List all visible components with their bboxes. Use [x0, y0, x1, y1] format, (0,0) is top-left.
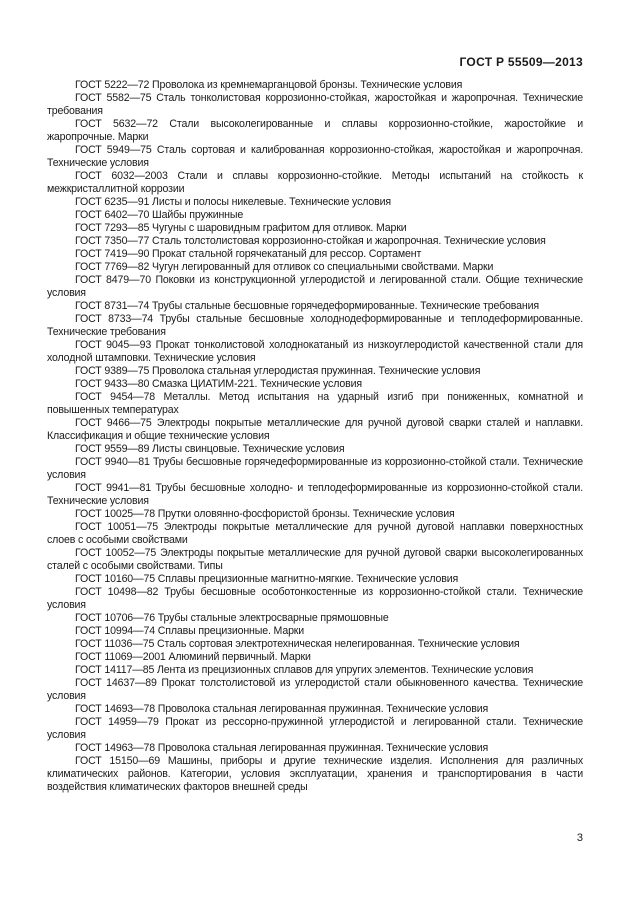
reference-entry: ГОСТ 6402—70 Шайбы пружинные	[75, 209, 244, 221]
reference-entry: ГОСТ 9389—75 Проволока стальная углеродистая пружинная. Технические условия	[75, 365, 481, 377]
reference-entry: ГОСТ 7419—90 Прокат стальной горячекатаный для рессор. Сортамент	[75, 248, 422, 260]
reference-entry: ГОСТ 10994—74 Сплавы прецизионные. Марки	[75, 625, 305, 637]
reference-entry: ГОСТ 10706—76 Трубы стальные электросварные прямошовные	[75, 612, 389, 624]
reference-entry: ГОСТ 8479—70 Поковки из конструкционной углеродистой и легированной стали. Общие технические условия	[47, 274, 583, 299]
reference-entry: ГОСТ 10051—75 Электроды покрытые металлические для ручной дуговой наплавки поверхностных слоев с особыми свойствами	[47, 521, 583, 546]
reference-entry: ГОСТ 8731—74 Трубы стальные бесшовные горячедеформированные. Технические требования	[75, 300, 539, 312]
reference-entry: ГОСТ 11036—75 Сталь сортовая электротехническая нелегированная. Технические условия	[75, 638, 520, 650]
reference-entry: ГОСТ 5949—75 Сталь сортовая и калиброванная коррозионно-стойкая, жаростойкая и жаропрочная. Технические условия	[47, 144, 583, 169]
reference-entry: ГОСТ 14959—79 Прокат из рессорно-пружинной углеродистой и легированной стали. Технические условия	[47, 716, 583, 741]
reference-entry: ГОСТ 8733—74 Трубы стальные бесшовные холоднодеформированные и теплодеформированные. Технические требования	[47, 313, 583, 338]
reference-entry: ГОСТ 9466—75 Электроды покрытые металлические для ручной дуговой сварки сталей и наплавки. Классификация и общие технические условия	[47, 417, 583, 442]
reference-entry: ГОСТ 7293—85 Чугуны с шаровидным графитом для отливок. Марки	[75, 222, 407, 234]
reference-entry: ГОСТ 9433—80 Смазка ЦИАТИМ-221. Технические условия	[75, 378, 362, 390]
reference-entry: ГОСТ 15150—69 Машины, приборы и другие технические изделия. Исполнения для различных климатических районов. Категории, условия эксплуатации, хранения и транспортирования в части воздействия климатических факторов внешней среды	[47, 755, 583, 793]
reference-entry: ГОСТ 7769—82 Чугун легированный для отливок со специальными свойствами. Марки	[75, 261, 494, 273]
reference-entry: ГОСТ 9940—81 Трубы бесшовные горячедеформированные из коррозионно-стойкой стали. Технические условия	[47, 456, 583, 481]
page-number: 3	[576, 832, 583, 844]
reference-entry: ГОСТ 5582—75 Сталь тонколистовая коррозионно-стойкая, жаростойкая и жаропрочная. Технические требования	[47, 92, 583, 117]
reference-entry: ГОСТ 10052—75 Электроды покрытые металлические для ручной дуговой сварки высоколегированных сталей с особыми свойствами. Типы	[47, 547, 583, 572]
reference-entry: ГОСТ 7350—77 Сталь толстолистовая коррозионно-стойкая и жаропрочная. Технические условия	[75, 235, 546, 247]
reference-entry: ГОСТ 5222—72 Проволока из кремнемарганцовой бронзы. Технические условия	[75, 79, 463, 91]
reference-entry: ГОСТ 11069—2001 Алюминий первичный. Марки	[75, 651, 311, 663]
reference-entry: ГОСТ 14637—89 Прокат толстолистовой из углеродистой стали обыкновенного качества. Технические условия	[47, 677, 583, 702]
reference-entry: ГОСТ 6235—91 Листы и полосы никелевые. Технические условия	[75, 196, 391, 208]
references-list	[47, 79, 583, 794]
reference-entry: ГОСТ 10160—75 Сплавы прецизионные магнитно-мягкие. Технические условия	[75, 573, 459, 585]
reference-entry: ГОСТ 14693—78 Проволока стальная легированная пружинная. Технические условия	[75, 703, 489, 715]
reference-entry: ГОСТ 10025—78 Прутки оловянно-фосфористой бронзы. Технические условия	[75, 508, 455, 520]
reference-entry: ГОСТ 14117—85 Лента из прецизионных сплавов для упругих элементов. Технические условия	[75, 664, 534, 676]
reference-entry: ГОСТ 5632—72 Стали высоколегированные и сплавы коррозионно-стойкие, жаростойкие и жаропрочные. Марки	[47, 118, 583, 143]
reference-entry: ГОСТ 10498—82 Трубы бесшовные особотонкостенные из коррозионно-стойкой стали. Технические условия	[47, 586, 583, 611]
reference-entry: ГОСТ 9045—93 Прокат тонколистовой холоднокатаный из низкоуглеродистой качественной стали для холодной штамповки. Технические условия	[47, 339, 583, 364]
reference-entry: ГОСТ 9941—81 Трубы бесшовные холодно- и теплодеформированные из коррозионно-стойкой стали. Технические условия	[47, 482, 583, 507]
reference-entry: ГОСТ 14963—78 Проволока стальная легированная пружинная. Технические условия	[75, 742, 489, 754]
document-header: ГОСТ Р 55509—2013	[459, 55, 583, 69]
reference-entry: ГОСТ 6032—2003 Стали и сплавы коррозионно-стойкие. Методы испытаний на стойкость к межкристаллитной коррозии	[47, 170, 583, 195]
reference-entry: ГОСТ 9454—78 Металлы. Метод испытания на ударный изгиб при пониженных, комнатной и повышенных температурах	[47, 391, 583, 416]
reference-entry: ГОСТ 9559—89 Листы свинцовые. Технические условия	[75, 443, 345, 455]
